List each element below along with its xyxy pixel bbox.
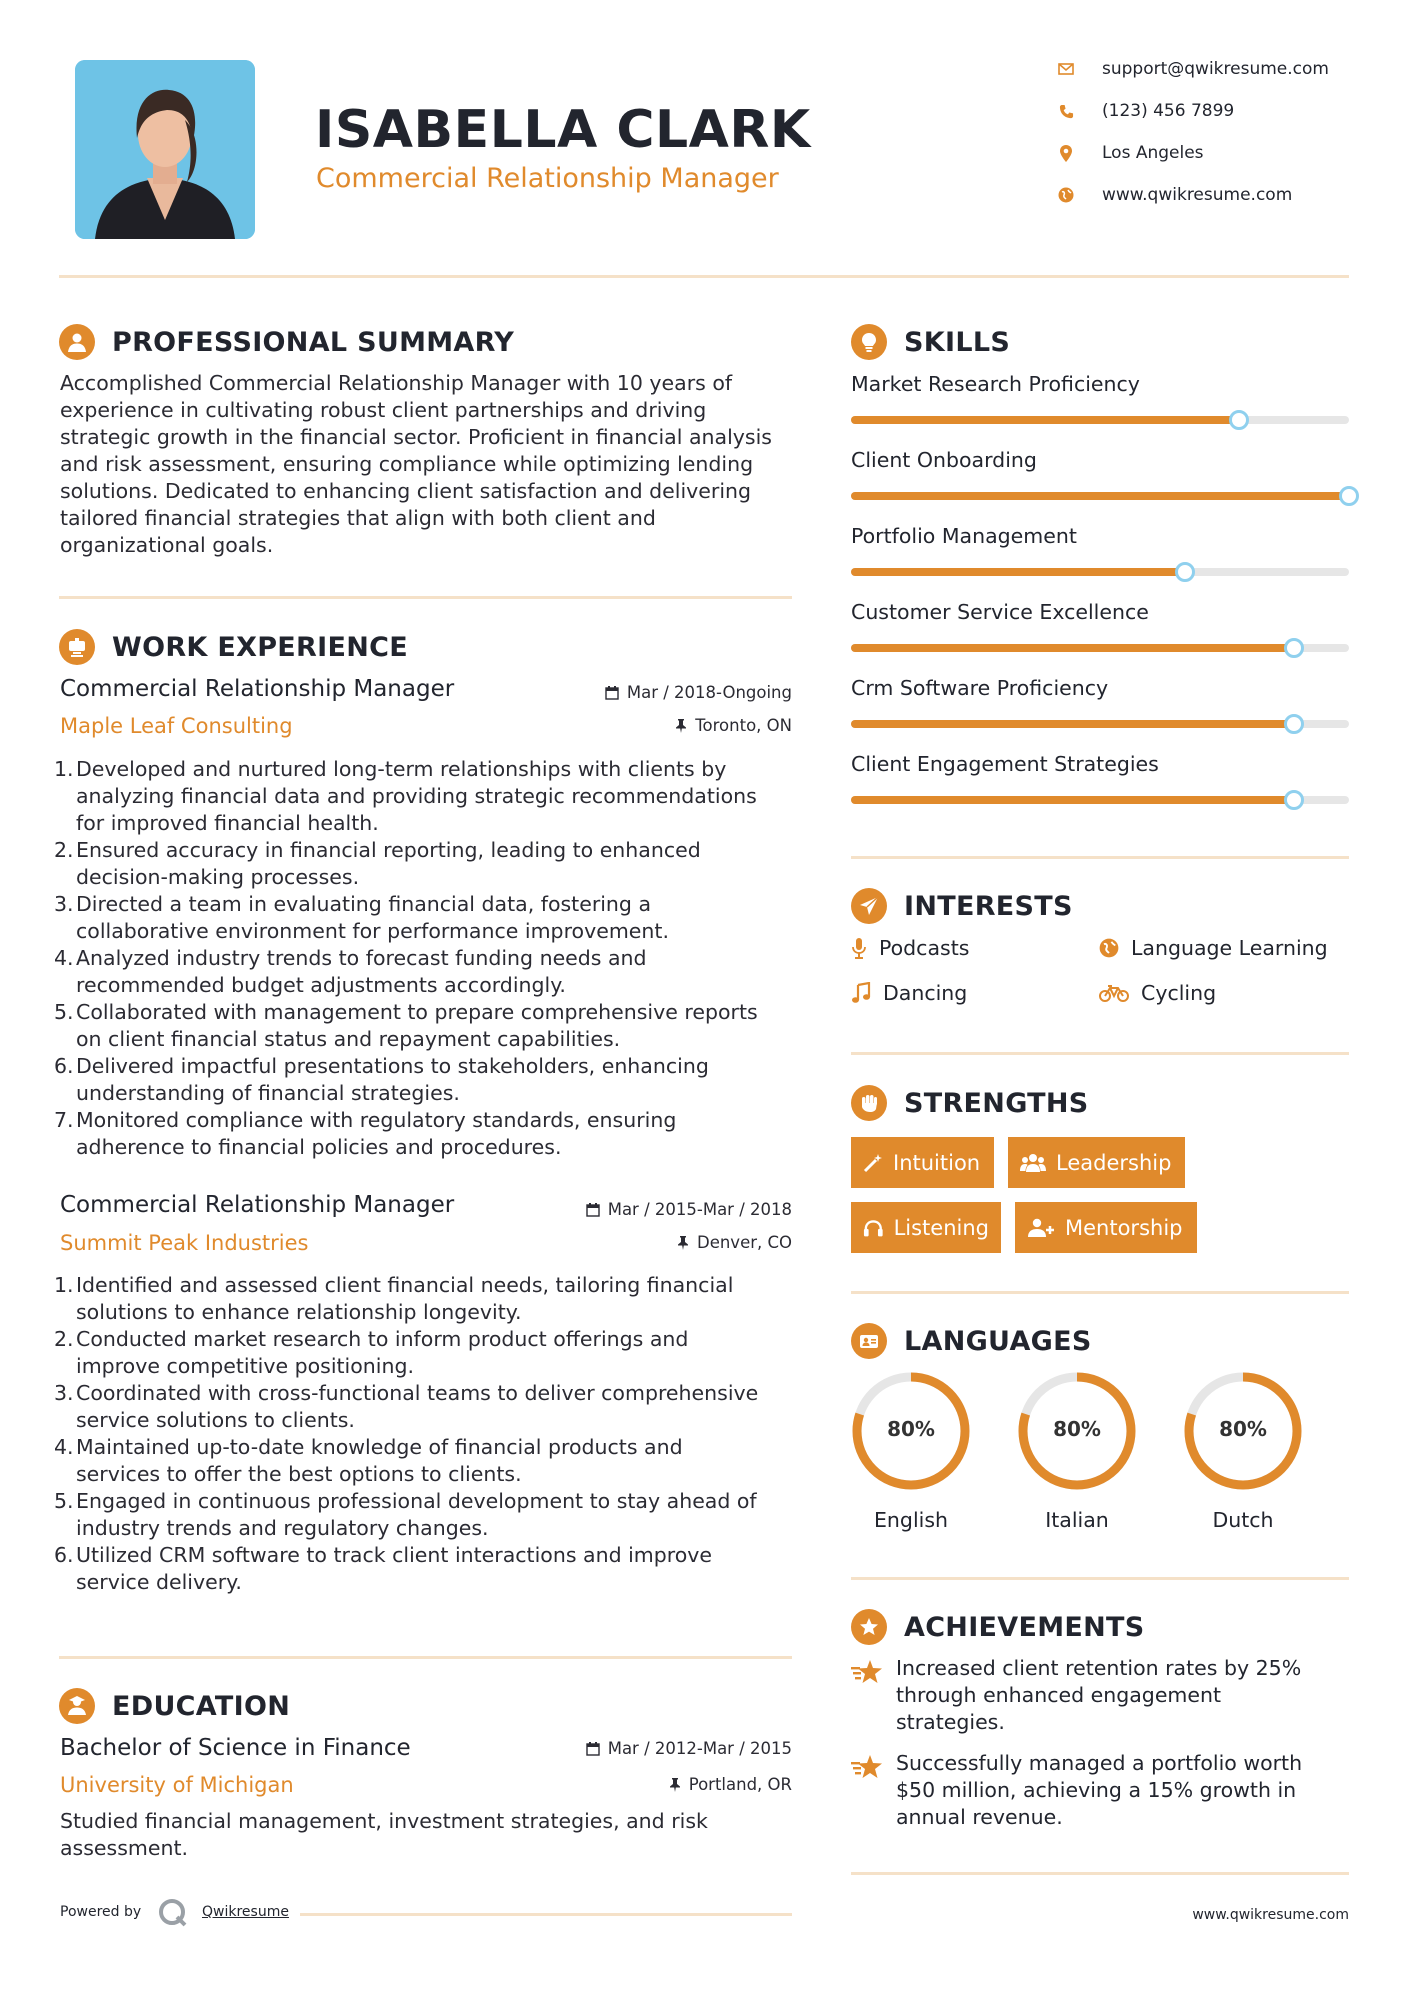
map-pin-icon — [1055, 142, 1077, 164]
list-item-number: 1. — [54, 1273, 74, 1297]
skill-bar-track — [851, 568, 1349, 576]
strength-intuition: Intuition — [851, 1137, 994, 1188]
list-item — [54, 1542, 798, 1596]
interest-podcasts: Podcasts — [851, 936, 969, 960]
experience-heading: WORK EXPERIENCE — [59, 629, 408, 665]
music-note-icon — [851, 982, 871, 1004]
qwikresume-logo-icon — [157, 1897, 189, 1933]
list-item-text: Developed and nurtured long-term relationships with clients by analyzing financial data and providing strategic recommendations for improved financial health. — [76, 757, 757, 835]
paper-plane-icon — [851, 888, 887, 924]
interests-divider — [851, 1052, 1349, 1055]
list-item-text: Identified and assessed client financial needs, tailoring financial solutions to enhance relationship longevity. — [76, 1273, 734, 1324]
calendar-icon — [586, 1742, 600, 1756]
headphones-icon — [863, 1218, 884, 1238]
skills-divider — [851, 856, 1349, 859]
interests-heading: INTERESTS — [851, 888, 1073, 924]
list-item-text: Utilized CRM software to track client interactions and improve service delivery. — [76, 1543, 713, 1594]
education-degree: Bachelor of Science in Finance — [60, 1735, 411, 1761]
job-2-date: Mar / 2015-Mar / 2018 — [500, 1200, 792, 1219]
skill-bar-fill — [851, 796, 1294, 804]
profile-photo — [75, 60, 255, 239]
achievement-1: Increased client retention rates by 25% through enhanced engagement strategies. — [896, 1656, 1302, 1734]
job-1-responsibilities — [54, 756, 798, 1161]
globe-icon — [1055, 184, 1077, 206]
powered-by-label: Powered by — [60, 1904, 142, 1920]
list-item-number: 3. — [54, 892, 74, 916]
calendar-icon — [586, 1203, 600, 1217]
education-location: Portland, OR — [500, 1775, 792, 1794]
skill-label: Client Onboarding — [851, 448, 1037, 472]
star-badge-icon — [851, 1609, 887, 1645]
language-percent: 80% — [1219, 1417, 1267, 1441]
list-item — [54, 891, 798, 945]
job-2-company: Summit Peak Industries — [60, 1231, 309, 1255]
list-item-number: 4. — [54, 1435, 74, 1459]
fist-icon — [851, 1085, 887, 1121]
strength-listening: Listening — [851, 1202, 1001, 1253]
education-heading: EDUCATION — [59, 1688, 290, 1724]
skills-heading: SKILLS — [851, 324, 1010, 360]
pushpin-icon — [669, 1778, 681, 1792]
achievements-heading: ACHIEVEMENTS — [851, 1609, 1145, 1645]
summary-heading: PROFESSIONAL SUMMARY — [59, 324, 514, 360]
skill-label: Client Engagement Strategies — [851, 752, 1159, 776]
contact-website[interactable] — [1055, 183, 1292, 207]
phone-icon — [1055, 100, 1077, 122]
footer-divider-left — [300, 1913, 792, 1916]
skill-level-knob — [1284, 790, 1304, 810]
skill-bar-track — [851, 416, 1349, 424]
user-icon — [59, 324, 95, 360]
user-plus-icon — [1027, 1218, 1055, 1238]
pushpin-icon — [677, 1236, 689, 1250]
skill-bar-fill — [851, 644, 1294, 652]
skill-level-knob — [1175, 562, 1195, 582]
list-item-number: 5. — [54, 1489, 74, 1513]
list-item — [54, 1107, 798, 1161]
strengths-divider — [851, 1291, 1349, 1294]
skill-bar-fill — [851, 416, 1239, 424]
envelope-icon — [1055, 58, 1077, 80]
experience-divider — [59, 1656, 792, 1659]
skill-bar-track — [851, 492, 1349, 500]
graduation-icon — [59, 1688, 95, 1724]
list-item-text: Collaborated with management to prepare comprehensive reports on client financial status and repayment capabilities. — [76, 1000, 758, 1051]
list-item-text: Delivered impactful presentations to stakeholders, enhancing understanding of financial strategies. — [76, 1054, 709, 1105]
list-item — [54, 999, 798, 1053]
skill-label: Customer Service Excellence — [851, 600, 1149, 624]
list-item-number: 2. — [54, 1327, 74, 1351]
job-1-company: Maple Leaf Consulting — [60, 714, 293, 738]
interest-dancing: Dancing — [851, 981, 967, 1005]
star-icon — [851, 1659, 883, 1689]
education-school: University of Michigan — [60, 1773, 294, 1797]
pushpin-icon — [675, 719, 687, 733]
skill-bar-fill — [851, 720, 1294, 728]
list-item-number: 2. — [54, 838, 74, 862]
star-icon — [851, 1754, 883, 1784]
id-card-icon — [851, 1323, 887, 1359]
list-item — [54, 1272, 798, 1326]
list-item-number: 3. — [54, 1381, 74, 1405]
job-1-title: Commercial Relationship Manager — [60, 676, 455, 702]
list-item — [54, 1380, 798, 1434]
skill-bar-track — [851, 644, 1349, 652]
strength-mentorship: Mentorship — [1015, 1202, 1197, 1253]
users-icon — [1020, 1153, 1046, 1173]
list-item-number: 4. — [54, 946, 74, 970]
skill-bar-track — [851, 720, 1349, 728]
summary-divider — [59, 596, 792, 599]
skill-label: Portfolio Management — [851, 524, 1077, 548]
languages-heading: LANGUAGES — [851, 1323, 1092, 1359]
skill-level-knob — [1339, 486, 1359, 506]
contact-email-text: support@qwikresume.com — [1102, 59, 1329, 79]
strengths-heading: STRENGTHS — [851, 1085, 1089, 1121]
education-date: Mar / 2012-Mar / 2015 — [500, 1739, 792, 1758]
list-item-text: Maintained up-to-date knowledge of financial products and services to offer the best options to clients. — [76, 1435, 683, 1486]
list-item — [54, 1488, 798, 1542]
job-1-date: Mar / 2018-Ongoing — [500, 683, 792, 702]
candidate-title: Commercial Relationship Manager — [316, 163, 779, 194]
contact-location-text: Los Angeles — [1102, 143, 1204, 163]
qwikresume-link[interactable]: Qwikresume — [202, 1904, 289, 1920]
microphone-icon — [851, 937, 867, 959]
magic-wand-icon — [863, 1153, 883, 1173]
list-item — [54, 945, 798, 999]
list-item-number: 1. — [54, 757, 74, 781]
bicycle-icon — [1099, 983, 1129, 1003]
list-item-text: Directed a team in evaluating financial data, fostering a collaborative environment for performance improvement. — [76, 892, 669, 943]
skill-label: Crm Software Proficiency — [851, 676, 1109, 700]
footer-url[interactable]: www.qwikresume.com — [1192, 1907, 1349, 1923]
skill-level-knob — [1284, 714, 1304, 734]
achievements-divider — [851, 1872, 1349, 1875]
list-item — [54, 1053, 798, 1107]
achievement-2: Successfully managed a portfolio worth $50 million, achieving a 15% growth in annual revenue. — [896, 1751, 1303, 1829]
list-item-text: Coordinated with cross-functional teams to deliver comprehensive service solutions to clients. — [76, 1381, 759, 1432]
list-item-text: Analyzed industry trends to forecast funding needs and recommended budget adjustments accordingly. — [76, 946, 647, 997]
header-divider — [59, 275, 1349, 278]
candidate-name: ISABELLA CLARK — [315, 100, 811, 160]
skill-bar-track — [851, 796, 1349, 804]
skill-label: Market Research Proficiency — [851, 372, 1140, 396]
list-item-text: Ensured accuracy in financial reporting, leading to enhanced decision-making processes. — [76, 838, 701, 889]
list-item-text: Engaged in continuous professional development to stay ahead of industry trends and regulatory changes. — [76, 1489, 757, 1540]
education-description: Studied financial management, investment strategies, and risk assessment. — [60, 1809, 708, 1860]
contact-phone[interactable] — [1055, 99, 1234, 123]
language-name: English — [873, 1508, 949, 1532]
globe-icon — [1099, 938, 1119, 958]
language-percent: 80% — [1053, 1417, 1101, 1441]
contact-location — [1055, 141, 1204, 165]
contact-email[interactable] — [1055, 57, 1329, 81]
list-item — [54, 837, 798, 891]
skill-level-knob — [1284, 638, 1304, 658]
briefcase-icon — [59, 629, 95, 665]
language-percent: 80% — [887, 1417, 935, 1441]
interest-cycling: Cycling — [1099, 981, 1216, 1005]
calendar-icon — [605, 686, 619, 700]
list-item-text: Conducted market research to inform product offerings and improve competitive positioning. — [76, 1327, 689, 1378]
job-2-responsibilities — [54, 1272, 798, 1596]
interest-language-learning: Language Learning — [1099, 936, 1328, 960]
language-name: Dutch — [1212, 1508, 1274, 1532]
lightbulb-icon — [851, 324, 887, 360]
list-item-number: 6. — [54, 1054, 74, 1078]
list-item-number: 6. — [54, 1543, 74, 1567]
language-name: Italian — [1045, 1508, 1109, 1532]
list-item — [54, 756, 798, 837]
skill-level-knob — [1229, 410, 1249, 430]
list-item — [54, 1326, 798, 1380]
skill-bar-fill — [851, 568, 1185, 576]
job-2-location: Denver, CO — [500, 1233, 792, 1252]
list-item-number: 7. — [54, 1108, 74, 1132]
job-1-location: Toronto, ON — [500, 716, 792, 735]
languages-divider — [851, 1577, 1349, 1580]
skill-bar-fill — [851, 492, 1349, 500]
list-item — [54, 1434, 798, 1488]
contact-website-text: www.qwikresume.com — [1102, 185, 1293, 205]
list-item-text: Monitored compliance with regulatory standards, ensuring adherence to financial policies and procedures. — [76, 1108, 677, 1159]
job-2-title: Commercial Relationship Manager — [60, 1192, 455, 1218]
contact-phone-text: (123) 456 7899 — [1102, 101, 1235, 121]
list-item-number: 5. — [54, 1000, 74, 1024]
summary-text: Accomplished Commercial Relationship Manager with 10 years of experience in cultivating robust client partnerships and driving strategic growth in the financial sector. Proficient in financial analysis and risk assessment, ensuring compliance while optimizing lending solutions. Dedicated to enhancing client satisfaction and delivering tailored financial strategies that align with both client and organizational goals. — [60, 371, 772, 557]
strength-leadership: Leadership — [1008, 1137, 1185, 1188]
